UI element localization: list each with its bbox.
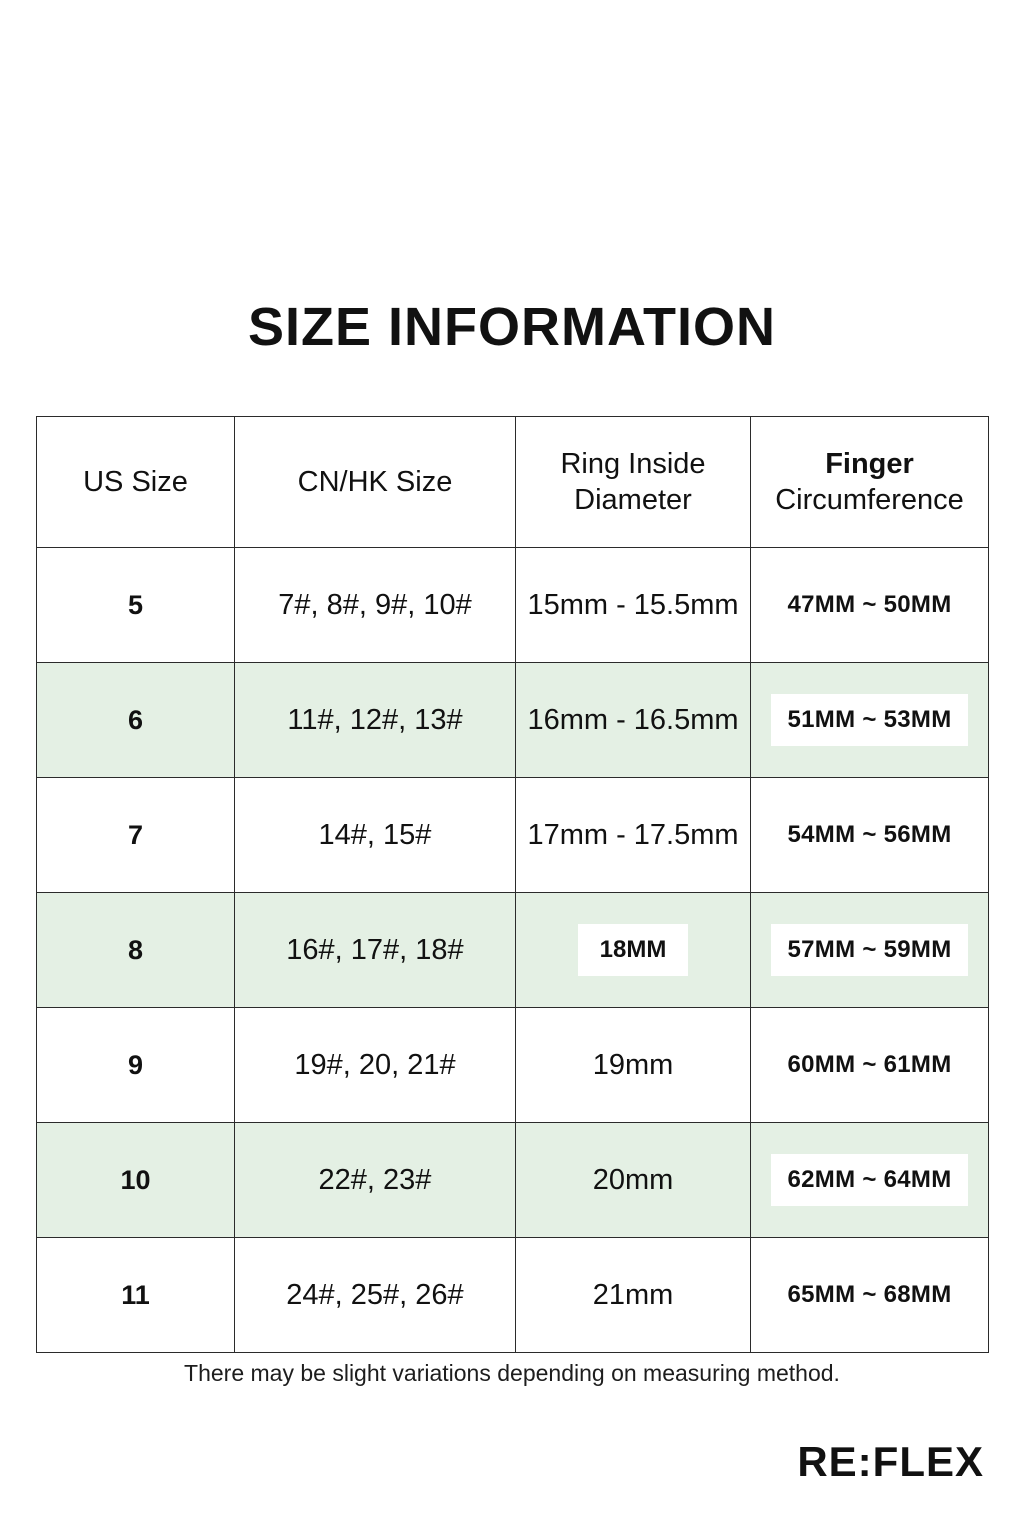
circumference-highlight: 62MM ~ 64MM xyxy=(771,1154,967,1206)
table-row xyxy=(37,1123,989,1238)
circumference-highlight: 47MM ~ 50MM xyxy=(771,579,967,631)
cell-us-size: 5 xyxy=(37,548,235,663)
cell-cnhk-size: 7#, 8#, 9#, 10# xyxy=(235,548,516,663)
cell-cnhk-size: 22#, 23# xyxy=(235,1123,516,1238)
cell-ring-diameter: 17mm - 17.5mm xyxy=(516,778,751,893)
cell-finger-circumference xyxy=(751,663,989,778)
table-body xyxy=(37,548,989,1353)
circumference-highlight: 51MM ~ 53MM xyxy=(771,694,967,746)
ring-size-table xyxy=(36,416,989,1353)
cell-us-size: 10 xyxy=(37,1123,235,1238)
column-header-finger-line2: Circumference xyxy=(775,484,964,516)
cell-finger-circumference xyxy=(751,1008,989,1123)
cell-us-size: 8 xyxy=(37,893,235,1008)
column-header-finger-circumference xyxy=(751,417,989,548)
cell-us-size: 9 xyxy=(37,1008,235,1123)
table-header xyxy=(37,417,989,548)
cell-cnhk-size: 11#, 12#, 13# xyxy=(235,663,516,778)
circumference-highlight: 57MM ~ 59MM xyxy=(771,924,967,976)
table-row xyxy=(37,893,989,1008)
diameter-highlight: 18MM xyxy=(578,924,689,976)
table-row xyxy=(37,1238,989,1353)
cell-finger-circumference xyxy=(751,1238,989,1353)
cell-us-size: 7 xyxy=(37,778,235,893)
table-row xyxy=(37,1008,989,1123)
column-header-cnhk-size: CN/HK Size xyxy=(235,417,516,548)
cell-us-size: 11 xyxy=(37,1238,235,1353)
cell-ring-diameter: 20mm xyxy=(516,1123,751,1238)
cell-cnhk-size: 14#, 15# xyxy=(235,778,516,893)
column-header-finger-line1: Finger xyxy=(825,447,914,480)
circumference-highlight: 65MM ~ 68MM xyxy=(771,1269,967,1321)
page-title: SIZE INFORMATION xyxy=(248,297,776,357)
cell-finger-circumference xyxy=(751,548,989,663)
circumference-highlight: 54MM ~ 56MM xyxy=(771,809,967,861)
column-header-us-size: US Size xyxy=(37,417,235,548)
cell-cnhk-size: 24#, 25#, 26# xyxy=(235,1238,516,1353)
table-row xyxy=(37,663,989,778)
cell-us-size: 6 xyxy=(37,663,235,778)
table-row xyxy=(37,778,989,893)
cell-finger-circumference xyxy=(751,1123,989,1238)
column-header-ring-inside-diameter: Ring Inside Diameter xyxy=(516,417,751,548)
cell-finger-circumference xyxy=(751,893,989,1008)
cell-ring-diameter: 15mm - 15.5mm xyxy=(516,548,751,663)
measurement-note: There may be slight variations depending on measuring method. xyxy=(184,1360,840,1386)
cell-ring-diameter: 21mm xyxy=(516,1238,751,1353)
circumference-highlight: 60MM ~ 61MM xyxy=(771,1039,967,1091)
table-header-row xyxy=(37,417,989,548)
cell-ring-diameter: 16mm - 16.5mm xyxy=(516,663,751,778)
brand-logo: RE:FLEX xyxy=(797,1438,984,1485)
cell-ring-diameter: 19mm xyxy=(516,1008,751,1123)
cell-finger-circumference xyxy=(751,778,989,893)
cell-ring-diameter xyxy=(516,893,751,1008)
cell-cnhk-size: 16#, 17#, 18# xyxy=(235,893,516,1008)
table-row xyxy=(37,548,989,663)
cell-cnhk-size: 19#, 20, 21# xyxy=(235,1008,516,1123)
